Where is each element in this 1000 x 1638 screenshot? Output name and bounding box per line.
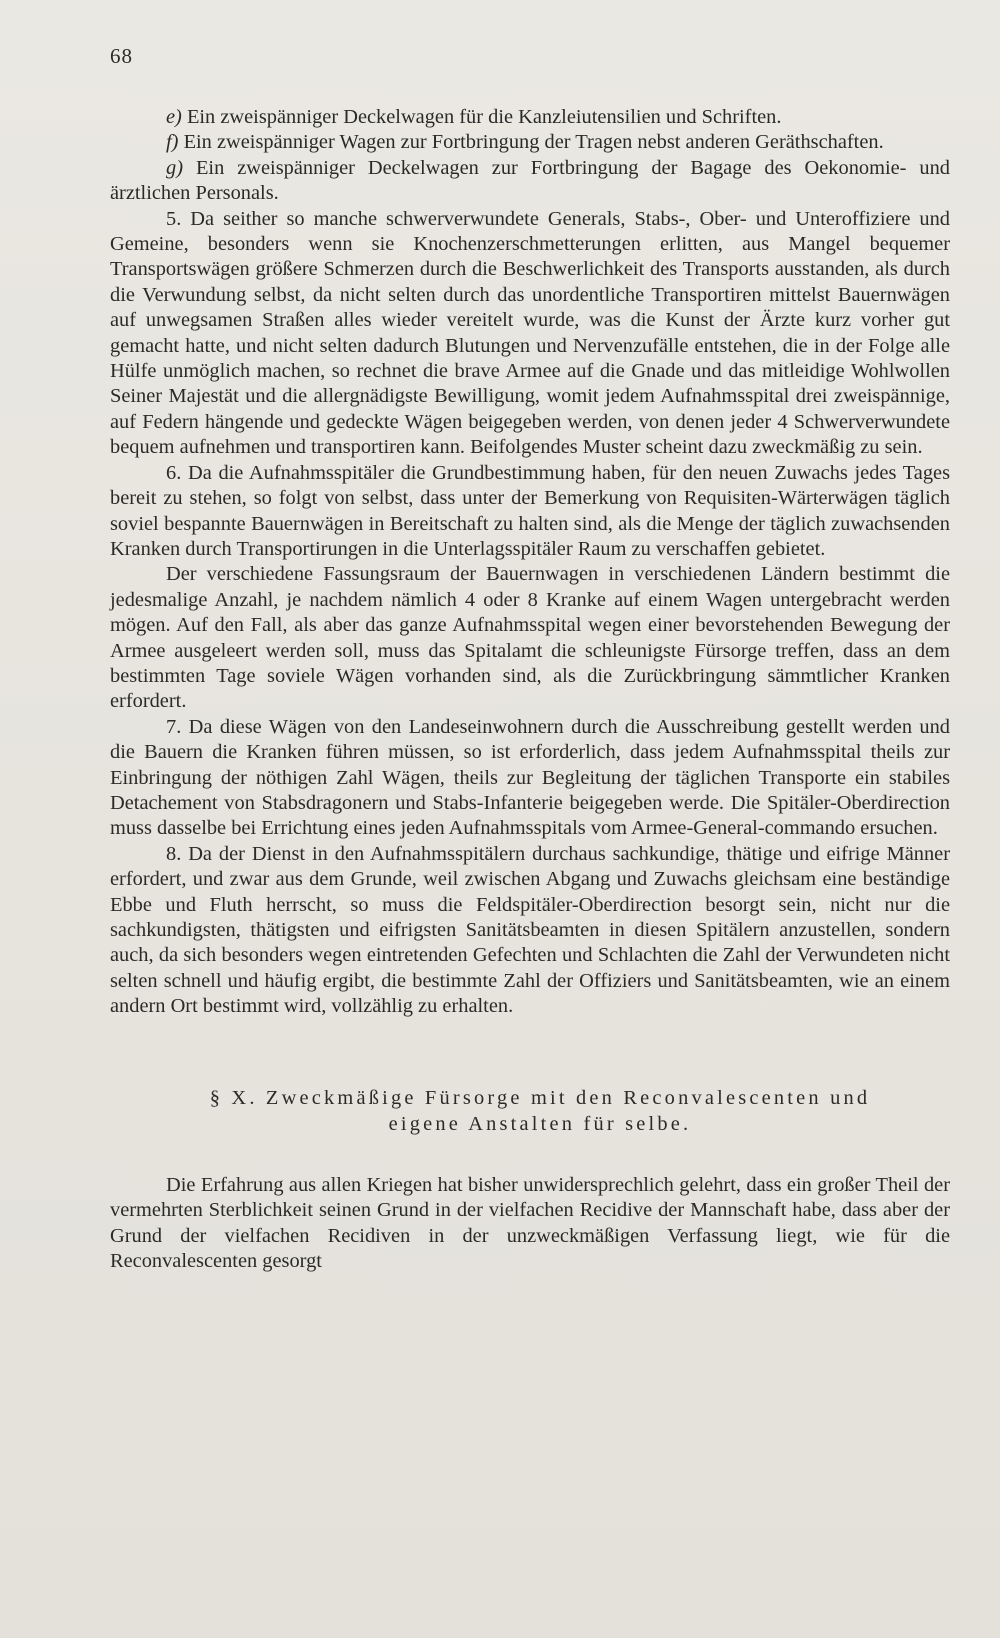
body-text xyxy=(110,105,950,1020)
paragraph-text: Ein zweispänniger Deckelwagen für die Kanzleiutensilien und Schriften. xyxy=(181,106,782,128)
item-label: f) xyxy=(166,131,179,154)
section-heading xyxy=(110,1085,950,1137)
paragraph-5 xyxy=(110,207,950,461)
paragraph-text: 8. Da der Dienst in den Aufnahmsspitälern durchaus sachkundige, thätige und eifrige Männer erfordert, und zwar aus dem Grunde, weil zwischen Abgang und Zuwachs gleichsam eine beständige Ebbe und Fluth herrscht, so muss die Feldspitäler-Oberdirection besorgt sein, nicht nur die sachkundigsten, thätigsten und eifrigsten Sanitätsbeamten in diesen Spitälern anzustellen, sondern auch, da sich besonders wegen eintretenden Gefechten und Schlachten die Zahl der Verwundeten nicht selten schnell und häufig ergibt, die bestimmte Zahl der Offiziers und Sanitätsbeamten, wie an einem andern Ort bestimmt wird, vollzählig zu erhalten. xyxy=(110,842,950,1018)
paragraph-section-x-1 xyxy=(110,1173,950,1275)
item-label: e) xyxy=(166,106,182,128)
paragraph-text: Der verschiedene Fassungsraum der Bauernwagen in verschiedenen Ländern bestimmt die jedesmalige Anzahl, je nachdem nämlich 4 oder 8 Kranke auf einem Wagen untergebracht werden mögen. Auf den Fall, als aber das ganze Aufnahmsspital wegen einer bevorstehenden Bewegung der Armee ausgeleert werden soll, muss das Spitalamt die schleunigste Fürsorge treffen, dass an dem bestimmten Tage soviele Wägen vorhanden sind, als die Zurückbringung sämmtlicher Kranken erfordert. xyxy=(110,563,950,713)
item-label: g) xyxy=(166,156,183,179)
page-number: 68 xyxy=(110,44,133,68)
paragraph-g xyxy=(110,156,950,207)
paragraph-text: Ein zweispänniger Deckelwagen zur Fortbringung der Bagage des Oekonomie- und ärztlichen Personals. xyxy=(110,156,950,205)
paragraph-text: 6. Da die Aufnahmsspitäler die Grundbestimmung haben, für den neuen Zuwachs jedes Tages bereit zu stehen, so folgt von selbst, dass unter der Bemerkung von Requisiten-Wärterwägen täglich soviel bespannte Bauernwägen in Bereitschaft zu halten sind, als die Menge der täglich zuwachsenden Kranken durch Transportirungen in die Unterlagsspitäler Raum zu verschaffen gebietet. xyxy=(110,461,950,560)
paragraph-f xyxy=(110,130,950,155)
paragraph-text: Die Erfahrung aus allen Kriegen hat bisher unwidersprechlich gelehrt, dass ein großer Theil der vermehrten Sterblichkeit seinen Grund in der vielfachen Recidive der Mannschaft habe, dass aber der Grund der vielfachen Recidiven in der unzweckmäßigen Verfassung liegt, wie für die Reconvalescenten gesorgt xyxy=(110,1173,950,1273)
paragraph-text: Ein zweispänniger Wagen zur Fortbringung der Tragen nebst anderen Geräthschaften. xyxy=(178,131,884,154)
paragraph-7 xyxy=(110,715,950,842)
paragraph-text: 5. Da seither so manche schwerverwundete Generals, Stabs-, Ober- und Unteroffiziere und Gemeine, besonders wenn sie Knochenzerschmetterungen erlitten, aus Mangel bequemer Transportswägen größere Schmerzen durch die Beschwerlichkeit des Transports ausstanden, als durch die Verwundung selbst, da nicht selten durch das unordentliche Transportiren mittelst Bauernwägen auf unwegsamen Straßen alles wieder vereitelt wurde, was die Kunst der Ärzte kurz vorher gut gemacht hatte, und nicht selten dadurch Blutungen und Nervenzufälle entstehen, die in der Folge alle Hülfe unmöglich machen, so rechnet die brave Armee auf die Gnade und das mitleidige Wohlwollen Seiner Majestät und die allergnädigste Bewilligung, womit jedem Aufnahmsspital drei zweispännige, auf Federn hängende und gedeckte Wägen beigegeben werden, von denen jeder 4 Schwerverwundete bequem aufnehmen und transportiren kann. Beifolgendes Muster scheint dazu zweckmäßig zu sein. xyxy=(110,207,950,459)
section-heading-line-1: § X. Zweckmäßige Fürsorge mit den Reconvalescenten und xyxy=(209,1086,871,1109)
paragraph-6-continued xyxy=(110,562,950,714)
paragraph-6 xyxy=(110,461,950,563)
paragraph-8 xyxy=(110,842,950,1020)
section-heading-line-2: eigene Anstalten für selbe. xyxy=(388,1112,692,1135)
paragraph-text: 7. Da diese Wägen von den Landeseinwohnern durch die Ausschreibung gestellt werden und die Bauern die Kranken führen müssen, so ist erforderlich, dass jedem Aufnahmsspital theils zur Einbringung der nöthigen Zahl Wägen, theils zur Begleitung der täglichen Transporte ein stabiles Detachement von Stabsdragonern und Stabs-Infanterie beigegeben werde. Die Spitäler-Oberdirection muss dasselbe bei Errichtung eines jeden Aufnahmsspitals vom Armee-General-commando ersuchen. xyxy=(110,715,950,840)
section-body-text xyxy=(110,1173,950,1275)
paragraph-e xyxy=(110,105,950,130)
